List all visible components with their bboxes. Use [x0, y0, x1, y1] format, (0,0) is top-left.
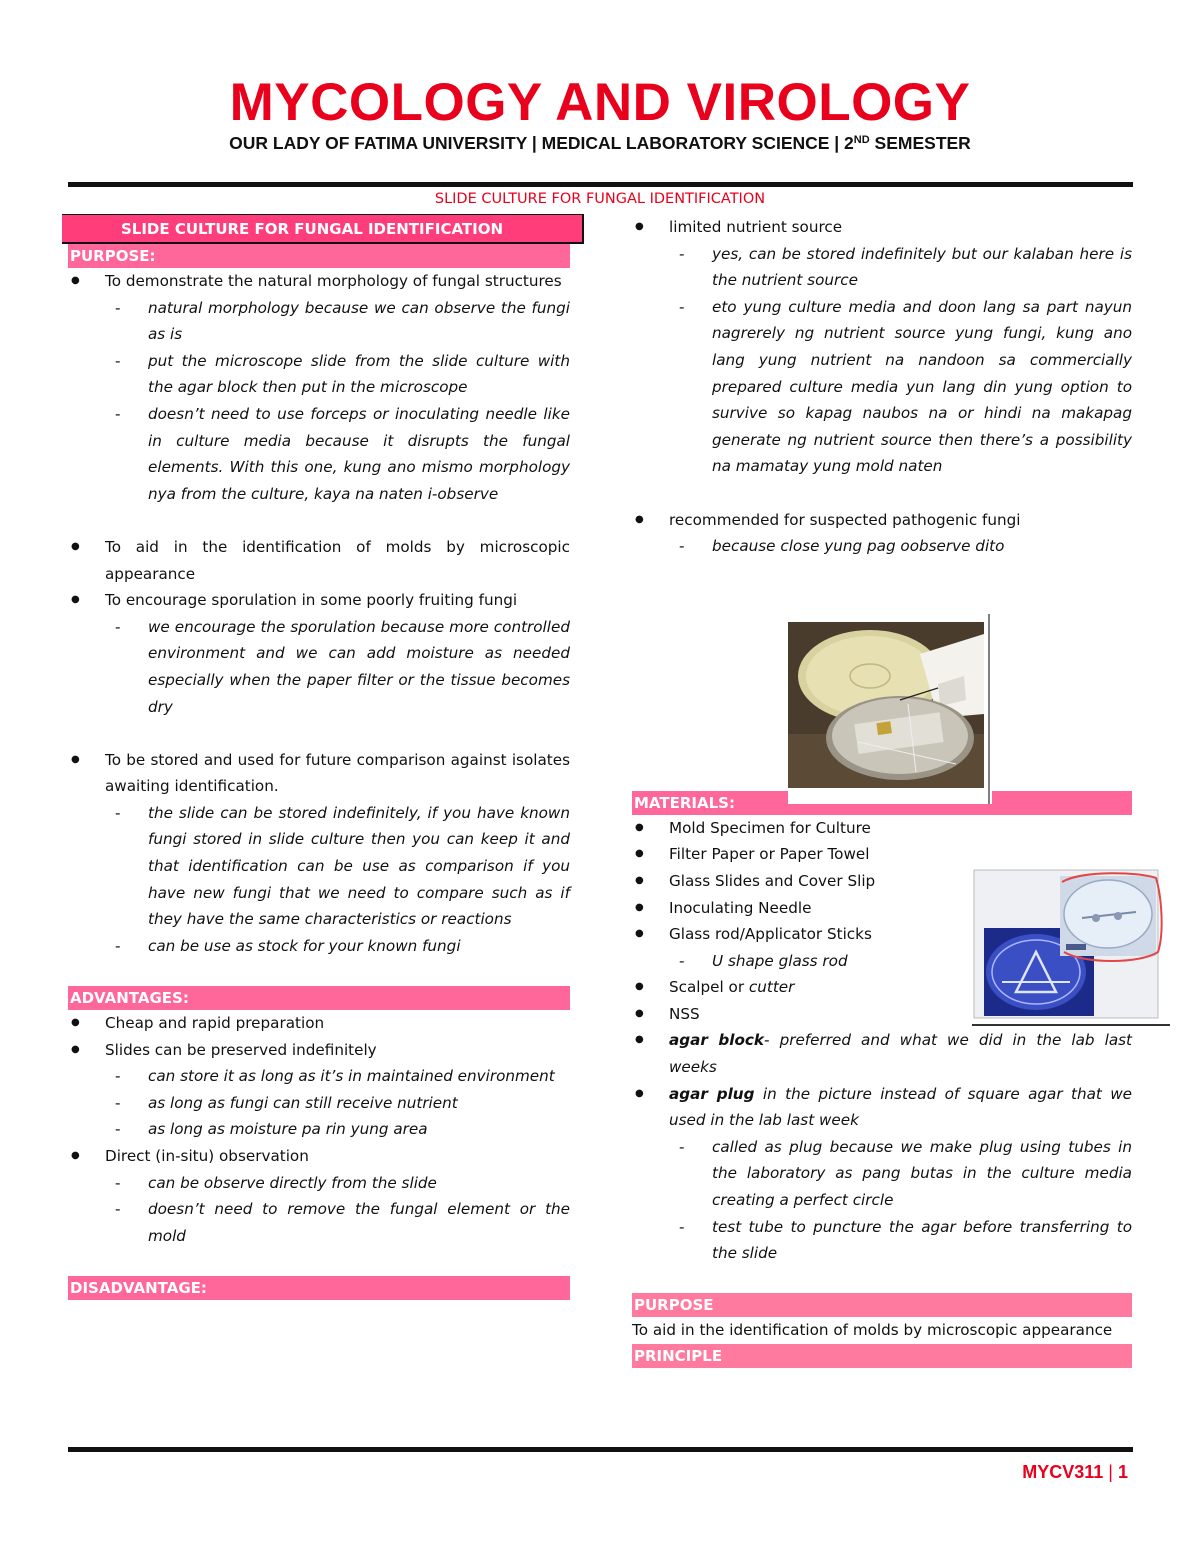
sub-list-item: - as long as moisture pa rin yung area: [105, 1116, 570, 1143]
sub-list-item: - as long as fungi can still receive nutrient: [105, 1090, 570, 1117]
list-item: [632, 214, 1132, 480]
sub-list-item: - the slide can be stored indefinitely, if you have known fungi stored in slide culture then you can keep it and that identification can be use as comparison if you have new fungi that we need to compare such as if they have the same characteristics or reactions: [105, 800, 570, 933]
list-item: ● To aid in the identification of molds by microscopic appearance: [68, 534, 570, 587]
page-number: 1: [1117, 1462, 1128, 1482]
list-item: [68, 1037, 570, 1143]
sub-list-item: - U shape glass rod: [669, 948, 1132, 975]
spacer: [68, 959, 570, 986]
sub-list: [105, 1063, 570, 1143]
principle-heading: PRINCIPLE: [632, 1344, 1132, 1368]
list-item-text: limited nutrient source: [669, 218, 843, 236]
list-item-text: To encourage sporulation in some poorly fruiting fungi: [105, 591, 518, 610]
subtitle-superscript: ND: [853, 134, 870, 146]
sub-list-item: - yes, can be stored indefinitely but our kalaban here is the nutrient source: [669, 241, 1132, 294]
sub-list: [105, 295, 570, 508]
list-item-text: To demonstrate the natural morphology of fungal structures: [105, 272, 562, 290]
document-title: MYCOLOGY AND VIROLOGY: [229, 73, 971, 132]
list-item: [632, 1081, 1132, 1267]
spacer: [68, 1249, 570, 1276]
sub-list-item: - put the microscope slide from the slide culture with the agar block then put in the microscope: [105, 348, 570, 401]
list-item-text: Slides can be preserved indefinitely: [105, 1040, 377, 1059]
list-item: [68, 747, 570, 960]
purpose-list: [68, 534, 570, 720]
sub-list-item: - doesn’t need to use forceps or inoculating needle like in culture media because it disrupts the fungal elements. With this one, kung ano mismo morphology nya from the culture, kaya na naten i-observe: [105, 401, 570, 507]
sub-list-item: - can store it as long as it’s in maintained environment: [105, 1063, 570, 1090]
sub-list: [669, 241, 1132, 480]
spacer: [68, 507, 570, 534]
sub-list: [105, 1170, 570, 1250]
glass-rod-petri-photo: [972, 868, 1170, 1026]
subtitle-text: OUR LADY OF FATIMA UNIVERSITY | MEDICAL LABORATORY SCIENCE | 2: [229, 133, 854, 153]
sub-list-item: - can be observe directly from the slide: [105, 1170, 570, 1197]
list-item: [632, 1027, 1132, 1080]
footer-rule: [68, 1447, 1133, 1452]
list-item-text: Scalpel or: [669, 978, 749, 997]
sub-list-item: - can be use as stock for your known fungi: [105, 933, 570, 960]
list-item: ● Cheap and rapid preparation: [68, 1010, 570, 1037]
list-item-italic: cutter: [748, 978, 795, 997]
sub-list: [669, 1134, 1132, 1267]
sub-list-item: - eto yung culture media and doon lang sa part nayun nagrerely ng nutrient source yung fungi, kung ano lang yung nutrient na nandoon sa commercially prepared culture media yun lang din yung option to survive so kapag naubos na or hindi na makapag generate ng nutrient source then there’s a possibility na mamatay yung mold naten: [669, 294, 1132, 480]
document-subtitle: [0, 133, 1200, 154]
purpose-list: [68, 747, 570, 960]
sub-list-item: - we encourage the sporulation because more controlled environment and we can add moisture as needed especially when the paper filter or the tissue becomes dry: [105, 614, 570, 720]
list-item: ● Inoculating Needle: [632, 895, 1132, 922]
sub-list: [669, 533, 1132, 560]
sub-list: [105, 614, 570, 720]
list-item-text: Direct (in-situ) observation: [105, 1147, 309, 1165]
list-item-text: in the picture instead of square agar that we used in the lab last week: [669, 1084, 1132, 1130]
disadvantage-heading: DISADVANTAGE:: [68, 1276, 570, 1300]
advantages-heading: ADVANTAGES:: [68, 986, 570, 1010]
disadvantage-list: [632, 507, 1132, 560]
list-item-text: To be stored and used for future comparison against isolates awaiting identification.: [105, 750, 570, 796]
disadvantage-list: [632, 214, 1132, 480]
advantages-list: [68, 1010, 570, 1249]
header-rule: [68, 182, 1133, 187]
list-item-bold: agar block: [669, 1031, 765, 1050]
footer-separator: |: [1103, 1462, 1118, 1482]
list-item-text: - preferred and what we did in the lab last weeks: [669, 1031, 1132, 1077]
spacer: [68, 720, 570, 747]
page-footer: [1022, 1462, 1128, 1483]
sub-list-item: - because close yung pag oobserve dito: [669, 533, 1132, 560]
subtitle-end: SEMESTER: [869, 133, 971, 153]
list-item: [68, 587, 570, 720]
materials-heading: MATERIALS:: [632, 791, 1132, 815]
list-item: [68, 268, 570, 507]
purpose-heading: PURPOSE: [632, 1293, 1132, 1317]
sub-list: [105, 800, 570, 960]
topic-title-box: SLIDE CULTURE FOR FUNGAL IDENTIFICATION: [62, 214, 584, 244]
list-item: ● Glass Slides and Cover Slip: [632, 868, 1132, 895]
section-header: SLIDE CULTURE FOR FUNGAL IDENTIFICATION: [434, 191, 766, 207]
list-item-text: Glass rod/Applicator Sticks: [669, 925, 872, 944]
purpose-text: To aid in the identification of molds by microscopic appearance: [632, 1321, 1113, 1340]
sub-list-item: - test tube to puncture the agar before transferring to the slide: [669, 1214, 1132, 1267]
list-item: ● Mold Specimen for Culture: [632, 815, 1132, 842]
list-item: ● Filter Paper or Paper Towel: [632, 841, 1132, 868]
purpose-heading: PURPOSE:: [68, 244, 570, 268]
spacer: [632, 1267, 1132, 1294]
list-item: [68, 1143, 570, 1249]
list-item: [632, 507, 1132, 560]
slide-culture-photo: [788, 614, 992, 804]
course-code: MYCV311: [1022, 1462, 1104, 1482]
sub-list-item: - called as plug because we make plug using tubes in the laboratory as pang butas in the culture media creating a perfect circle: [669, 1134, 1132, 1214]
sub-list-item: - doesn’t need to remove the fungal element or the mold: [105, 1196, 570, 1249]
list-item-bold: agar plug: [669, 1084, 755, 1103]
list-item: ● NSS: [632, 1001, 1132, 1028]
sub-list-item: - natural morphology because we can observe the fungi as is: [105, 295, 570, 348]
purpose-list: [68, 268, 570, 507]
left-column: [68, 214, 570, 1300]
list-item-text: recommended for suspected pathogenic fungi: [669, 510, 1021, 529]
spacer: [632, 480, 1132, 507]
